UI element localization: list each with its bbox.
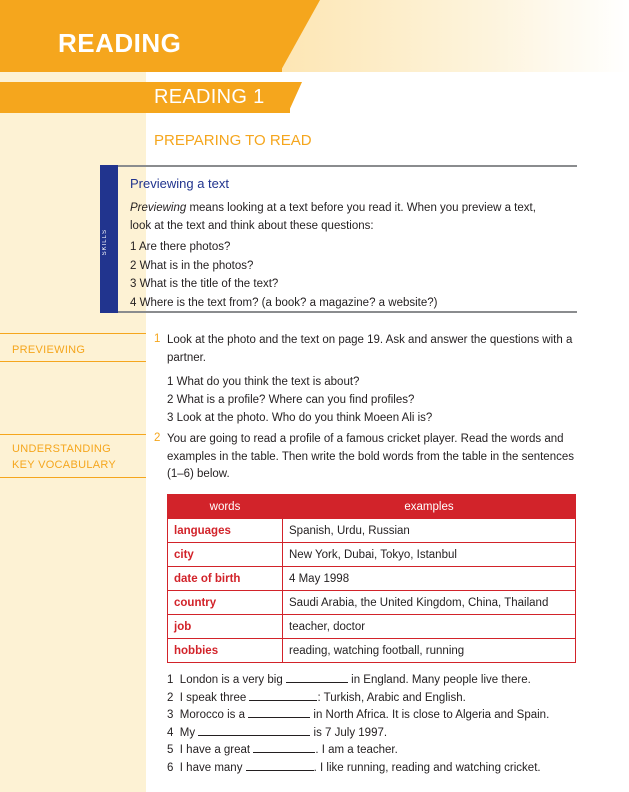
- list-item: [167, 391, 567, 409]
- answer-blank[interactable]: [246, 760, 314, 771]
- answer-blank[interactable]: [286, 672, 348, 683]
- table-row: [168, 639, 576, 663]
- list-item: [130, 238, 570, 257]
- list-item: [167, 373, 567, 391]
- answer-blank[interactable]: [198, 725, 310, 736]
- list-item-text: Where is the text from? (a book? a magazine? a website?): [139, 296, 438, 309]
- sentence-end: in England. Many people live there.: [351, 674, 531, 686]
- table-cell-examples: reading, watching football, running: [283, 639, 576, 663]
- list-item: [130, 275, 570, 294]
- lesson-title: READING 1: [154, 86, 265, 108]
- list-item-number: 3: [167, 412, 174, 424]
- table-cell-word: languages: [168, 519, 283, 543]
- table-row: [168, 519, 576, 543]
- answer-blank[interactable]: [248, 707, 310, 718]
- side-rule-vocab-bottom: [0, 477, 146, 478]
- side-label-vocab-line2: KEY VOCABULARY: [12, 459, 117, 471]
- skills-tab: [100, 165, 118, 313]
- subsection-title: PREPARING TO READ: [154, 132, 312, 149]
- list-item-text: What is in the photos?: [139, 259, 254, 272]
- list-item-number: 1: [130, 241, 137, 253]
- section-title: READING: [58, 28, 182, 58]
- exercise-2-number: 2: [154, 432, 161, 444]
- exercise-2-instructions: You are going to read a profile of a famous cricket player. Read the words and examples in the table. Then write the bold words from the table in the sentences (1–6) below.: [167, 433, 574, 480]
- table-cell-examples: teacher, doctor: [283, 615, 576, 639]
- sentence-start: London is a very big: [179, 674, 283, 686]
- sentence-start: I have many: [179, 761, 243, 774]
- vocabulary-table: [167, 494, 576, 663]
- list-item-text: What do you think the text is about?: [176, 376, 360, 388]
- sentence-start: I have a great: [179, 744, 251, 756]
- table-header-row: [168, 495, 576, 519]
- skills-heading: Previewing a text: [130, 176, 229, 191]
- list-item-text: Are there photos?: [138, 241, 231, 253]
- list-item-number: 4: [130, 296, 137, 309]
- side-label-previewing: PREVIEWING: [12, 344, 86, 356]
- skills-tab-label: SKILLS: [102, 229, 108, 256]
- list-item: [167, 672, 577, 690]
- list-item: [167, 707, 577, 725]
- sentence-end: in North Africa. It is close to Algeria and Spain.: [313, 709, 550, 721]
- exercise-1-instructions: Look at the photo and the text on page 19. Ask and answer the questions with a partner.: [167, 334, 573, 364]
- skills-question-list: [130, 238, 570, 312]
- list-item-number: 1: [167, 674, 174, 686]
- list-item-number: 5: [167, 744, 174, 756]
- list-item: [167, 760, 577, 778]
- list-item-number: 6: [167, 761, 174, 774]
- table-cell-examples: Saudi Arabia, the United Kingdom, China, Thailand: [283, 591, 576, 615]
- side-label-vocab-line1: UNDERSTANDING: [12, 443, 112, 455]
- answer-blank[interactable]: [253, 742, 315, 753]
- table-header-examples: examples: [283, 495, 576, 519]
- lesson-banner-tip: [288, 82, 302, 113]
- sentence-end: is 7 July 1997.: [313, 726, 388, 739]
- list-item-text: What is the title of the text?: [139, 278, 279, 290]
- table-cell-examples: Spanish, Urdu, Russian: [283, 519, 576, 543]
- list-item-text: What is a profile? Where can you find profiles?: [176, 394, 415, 406]
- header-fade: [282, 0, 629, 72]
- side-rule-vocab-top: [0, 434, 146, 435]
- table-header-words: words: [168, 495, 283, 519]
- list-item: [130, 294, 570, 313]
- list-item-number: 2: [167, 394, 174, 406]
- list-item: [167, 725, 577, 743]
- sentence-start: I speak three: [179, 691, 247, 704]
- list-item: [130, 257, 570, 276]
- table-row: [168, 591, 576, 615]
- list-item-number: 3: [167, 709, 174, 721]
- skills-top-rule: [118, 165, 577, 167]
- skills-intro: [130, 199, 560, 235]
- list-item-number: 1: [167, 376, 174, 388]
- answer-blank[interactable]: [249, 690, 317, 701]
- fill-in-sentences: [167, 672, 577, 777]
- list-item-number: 3: [130, 278, 137, 290]
- side-label-vocab: [12, 441, 116, 473]
- exercise-1-number: 1: [154, 333, 161, 345]
- sentence-start: Morocco is a: [179, 709, 245, 721]
- section-banner-tip: [280, 0, 320, 72]
- list-item-number: 4: [167, 726, 174, 739]
- side-rule-previewing-top: [0, 333, 146, 334]
- sentence-start: My: [179, 726, 196, 739]
- sentence-end: : Turkish, Arabic and English.: [317, 691, 466, 704]
- table-row: [168, 543, 576, 567]
- list-item: [167, 742, 577, 760]
- table-cell-examples: New York, Dubai, Tokyo, Istanbul: [283, 543, 576, 567]
- skills-intro-text: means looking at a text before you read it. When you preview a text, look at the text and think about these questions:: [130, 202, 536, 232]
- table-cell-word: country: [168, 591, 283, 615]
- left-margin-panel: [0, 0, 146, 792]
- list-item: [167, 690, 577, 708]
- list-item-number: 2: [130, 259, 137, 272]
- skills-intro-emphasis: Previewing: [130, 202, 187, 214]
- table-cell-word: hobbies: [168, 639, 283, 663]
- table-cell-examples: 4 May 1998: [283, 567, 576, 591]
- sentence-end: . I like running, reading and watching cricket.: [313, 761, 541, 774]
- table-row: [168, 615, 576, 639]
- list-item-number: 2: [167, 691, 174, 704]
- table-cell-word: job: [168, 615, 283, 639]
- list-item-text: Look at the photo. Who do you think Moeen Ali is?: [176, 412, 433, 424]
- table-row: [168, 567, 576, 591]
- exercise-1-questions: [167, 373, 567, 427]
- table-cell-word: date of birth: [168, 567, 283, 591]
- table-cell-word: city: [168, 543, 283, 567]
- list-item: [167, 409, 567, 427]
- skills-bottom-rule: [118, 311, 577, 313]
- side-rule-previewing-bottom: [0, 361, 146, 362]
- skills-box: [100, 165, 577, 313]
- sentence-end: . I am a teacher.: [315, 744, 398, 756]
